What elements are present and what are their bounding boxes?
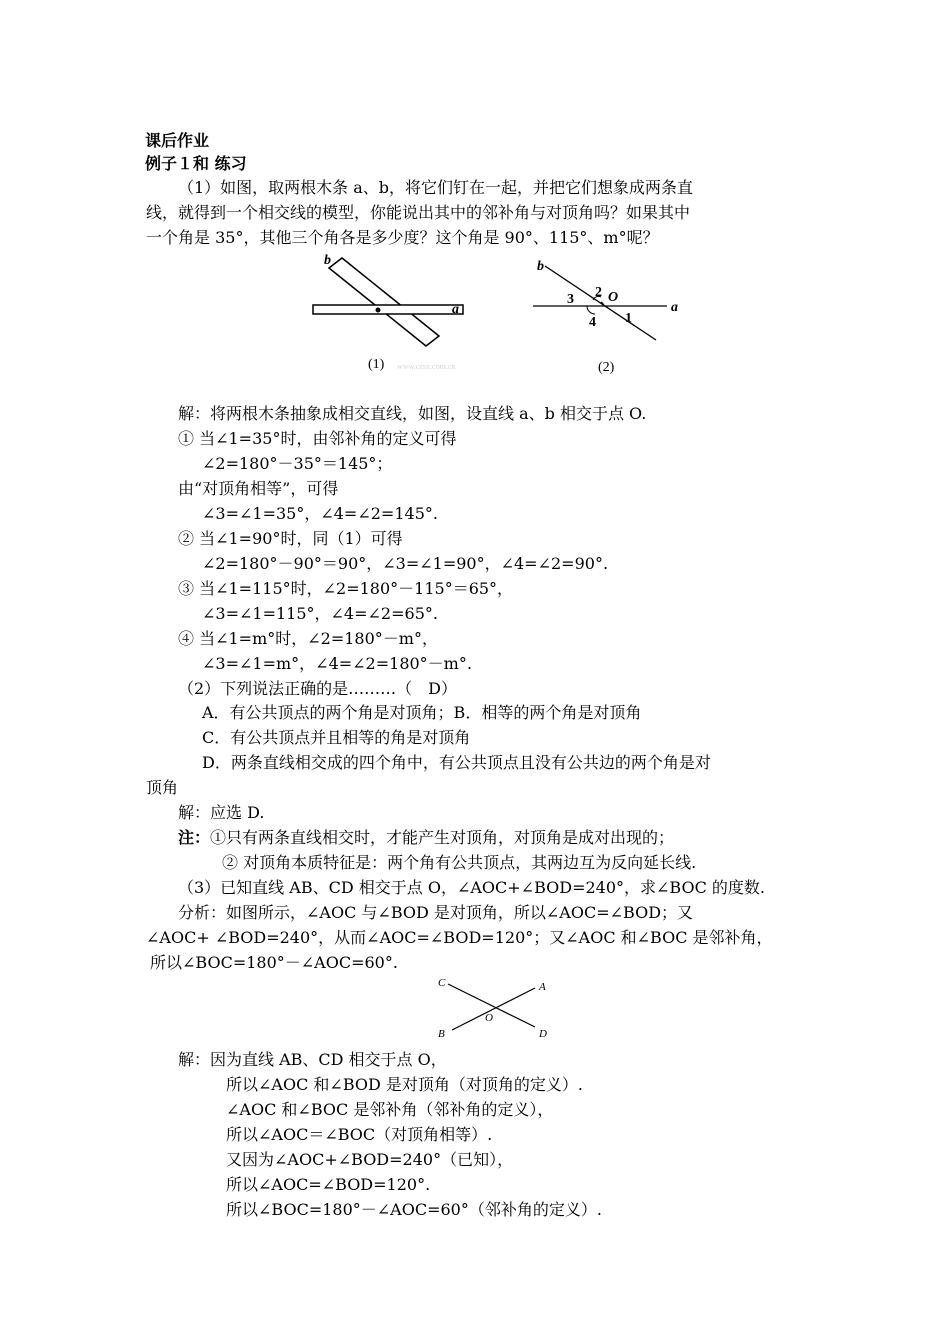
q2-note-label: 注： — [178, 828, 211, 847]
fig3-label-d: D — [539, 1028, 547, 1040]
q1-line-3: 一个角是 35°，其他三个角各是多少度？这个角是 90°、115°、m°呢？ — [146, 228, 659, 247]
q3-solution-7: 所以∠BOC=180°－∠AOC=60°（邻补角的定义）. — [226, 1200, 602, 1219]
q3-solution-1: 解：因为直线 AB、CD 相交于点 O， — [178, 1050, 447, 1069]
q1-case-1-calc: ∠2=180°－35°＝145°； — [202, 454, 393, 473]
figure-1-wooden-strips — [300, 250, 490, 375]
q2-option-c: C．有公共顶点并且相等的角是对顶角 — [202, 728, 471, 747]
q3-analysis-1: 分析：如图所示，∠AOC 与∠BOD 是对顶角，所以∠AOC=∠BOD；又 — [178, 903, 694, 922]
q2-note-1: ①只有两条直线相交时，才能产生对顶角，对顶角是成对出现的； — [210, 828, 675, 847]
q1-case-1-result: ∠3=∠1=35°，∠4=∠2=145°. — [202, 504, 438, 523]
page-heading: 课后作业 — [145, 131, 210, 150]
q2-option-a-b: A．有公共顶点的两个角是对顶角；B．相等的两个角是对顶角 — [202, 703, 642, 722]
fig3-label-c: C — [438, 977, 446, 989]
q3-solution-3: ∠AOC 和∠BOC 是邻补角（邻补角的定义）， — [226, 1100, 554, 1119]
q3-analysis-3: 所以∠BOC=180°－∠AOC=60°. — [150, 953, 398, 972]
q1-case-1-rule: 由“对顶角相等”，可得 — [178, 479, 339, 498]
figure-2-intersecting-lines — [525, 250, 695, 375]
fig1-caption: (1) — [368, 357, 385, 372]
fig2-label-4: 4 — [589, 315, 596, 330]
fig1-label-b: b — [324, 253, 331, 268]
q2-note-1-row — [178, 828, 674, 848]
q2-answer: 解：应选 D. — [178, 803, 265, 822]
fig3-label-a: A — [539, 981, 546, 993]
fig2-label-3: 3 — [567, 292, 574, 307]
fig2-label-2: 2 — [595, 285, 602, 300]
fig2-caption: (2) — [598, 360, 615, 375]
fig1-label-a: a — [452, 302, 459, 317]
q2-note-2: ② 对顶角本质特征是：两个角有公共顶点，其两边互为反向延长线. — [222, 853, 697, 872]
q1-case-2: ② 当∠1=90°时，同（1）可得 — [178, 529, 403, 548]
q1-case-1: ① 当∠1=35°时，由邻补角的定义可得 — [178, 429, 457, 448]
fig3-label-o: O — [485, 1012, 493, 1024]
q3-stem: （3）已知直线 AB、CD 相交于点 O，∠AOC+∠BOD=240°，求∠BOC 的度数. — [178, 878, 766, 897]
example-heading: 例子１和 练习 — [145, 154, 247, 173]
q2-stem: （2）下列说法正确的是………（ D） — [178, 679, 458, 698]
q1-solution-intro: 解：将两根木条抽象成相交直线，如图，设直线 a、b 相交于点 O. — [178, 404, 647, 423]
q2-option-d: D．两条直线相交成的四个角中，有公共顶点且没有公共边的两个角是对 — [202, 753, 711, 772]
fig2-label-o: O — [608, 290, 619, 305]
fig2-label-a: a — [671, 300, 678, 315]
q1-case-4-result: ∠3=∠1=m°，∠4=∠2=180°－m°. — [202, 654, 472, 673]
q1-case-3-result: ∠3=∠1=115°，∠4=∠2=65°. — [202, 604, 438, 623]
q1-line-1: （1）如图，取两根木条 a、b，将它们钉在一起，并把它们想象成两条直 — [178, 178, 694, 197]
q1-case-3: ③ 当∠1=115°时，∠2=180°－115°＝65°， — [178, 579, 514, 598]
fig2-label-1: 1 — [625, 311, 632, 326]
q1-case-2-result: ∠2=180°－90°＝90°，∠3=∠1=90°，∠4=∠2=90°. — [202, 554, 609, 573]
q1-line-2: 线，就得到一个相交线的模型，你能说出其中的邻补角与对顶角吗？如果其中 — [146, 203, 691, 222]
q3-solution-6: 所以∠AOC=∠BOD=120°. — [226, 1175, 431, 1194]
figure-3-lines-ab-cd — [430, 972, 560, 1047]
fig2-label-b: b — [537, 259, 544, 274]
watermark: www.czsx.com.cn — [397, 362, 456, 371]
q1-case-4: ④ 当∠1=m°时，∠2=180°－m°， — [178, 629, 438, 648]
q2-option-d-cont: 顶角 — [146, 778, 179, 797]
fig3-label-b: B — [438, 1028, 445, 1040]
q3-analysis-2: ∠AOC+ ∠BOD=240°，从而∠AOC=∠BOD=120°；又∠AOC 和∠BOC 是邻补角， — [146, 928, 773, 947]
q3-solution-5: 又因为∠AOC+∠BOD=240°（已知）， — [226, 1150, 514, 1169]
q3-solution-4: 所以∠AOC＝∠BOC（对顶角相等）. — [226, 1125, 493, 1144]
q3-solution-2: 所以∠AOC 和∠BOD 是对顶角（对顶角的定义）. — [226, 1075, 583, 1094]
